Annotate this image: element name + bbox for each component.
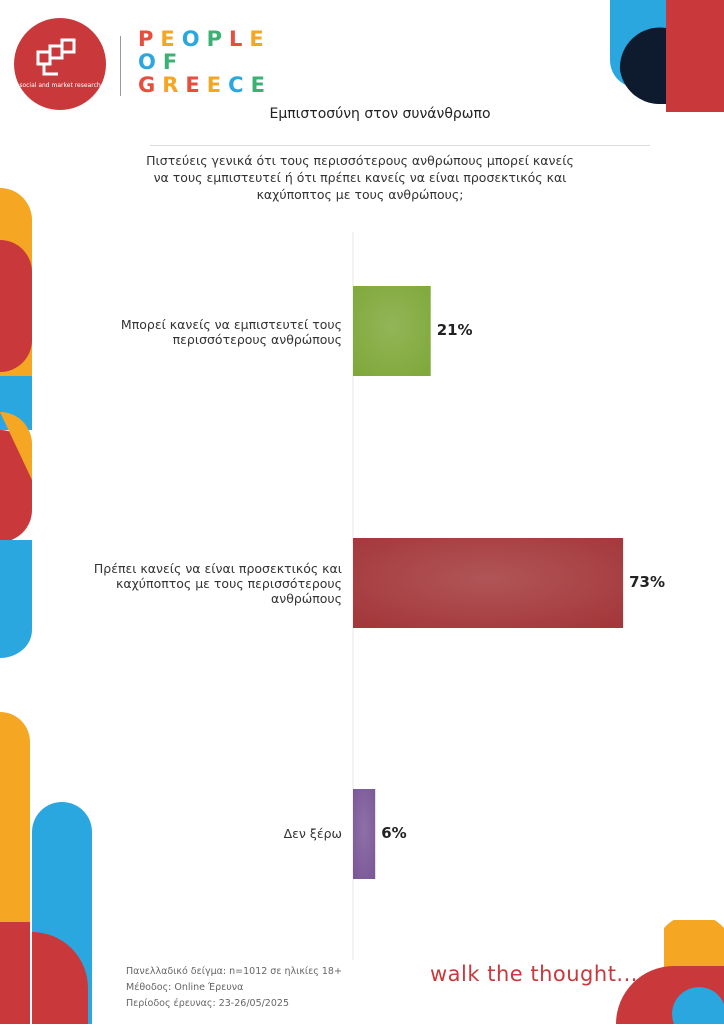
company-logo bbox=[14, 18, 106, 110]
left-bottom-decoration bbox=[0, 712, 100, 1024]
survey-question: Πιστεύεις γενικά ότι τους περισσότερους ανθρώπους μπορεί κανείς να τους εμπιστευτεί ή ότι πρέπει κανείς να είναι προσεκτικός και καχύποπτος με τους ανθρώπους; bbox=[146, 153, 574, 202]
category-label: Πρέπει κανείς να είναι προσεκτικός και καχύποπτος με τους περισσότερους ανθρώπους bbox=[93, 561, 342, 606]
bar bbox=[353, 538, 623, 628]
footer-notes bbox=[126, 964, 342, 1012]
category-label: Δεν ξέρω bbox=[283, 826, 342, 841]
value-label: 73% bbox=[629, 573, 665, 591]
page-title: Εμπιστοσύνη στον συνάνθρωπο bbox=[269, 106, 491, 122]
footer-sample: Πανελλαδικό δείγμα: n=1012 σε ηλικίες 18+ bbox=[126, 966, 342, 977]
logo-subtitle: social and market research bbox=[19, 82, 101, 89]
brand-line: PEOPLE bbox=[138, 27, 271, 51]
brand-line: OF bbox=[138, 50, 185, 74]
bar bbox=[353, 286, 431, 376]
footer-method: Μέθοδος: Online Έρευνα bbox=[126, 982, 244, 993]
footer-period: Περίοδος έρευνας: 23-26/05/2025 bbox=[126, 998, 289, 1009]
brand-wordmark bbox=[138, 28, 272, 97]
brand-line: GREECE bbox=[138, 73, 272, 97]
value-label: 21% bbox=[436, 321, 473, 339]
tagline: walk the thought... bbox=[430, 962, 638, 986]
left-decoration bbox=[0, 180, 40, 660]
bar bbox=[353, 789, 375, 879]
title-rule bbox=[150, 145, 650, 146]
header-divider bbox=[120, 36, 121, 96]
top-right-decoration bbox=[610, 0, 724, 112]
category-label: Μπορεί κανείς να εμπιστευτεί τους περισσότερους ανθρώπους bbox=[120, 317, 342, 347]
value-label: 6% bbox=[381, 824, 407, 842]
logo-mark-icon bbox=[36, 38, 82, 78]
